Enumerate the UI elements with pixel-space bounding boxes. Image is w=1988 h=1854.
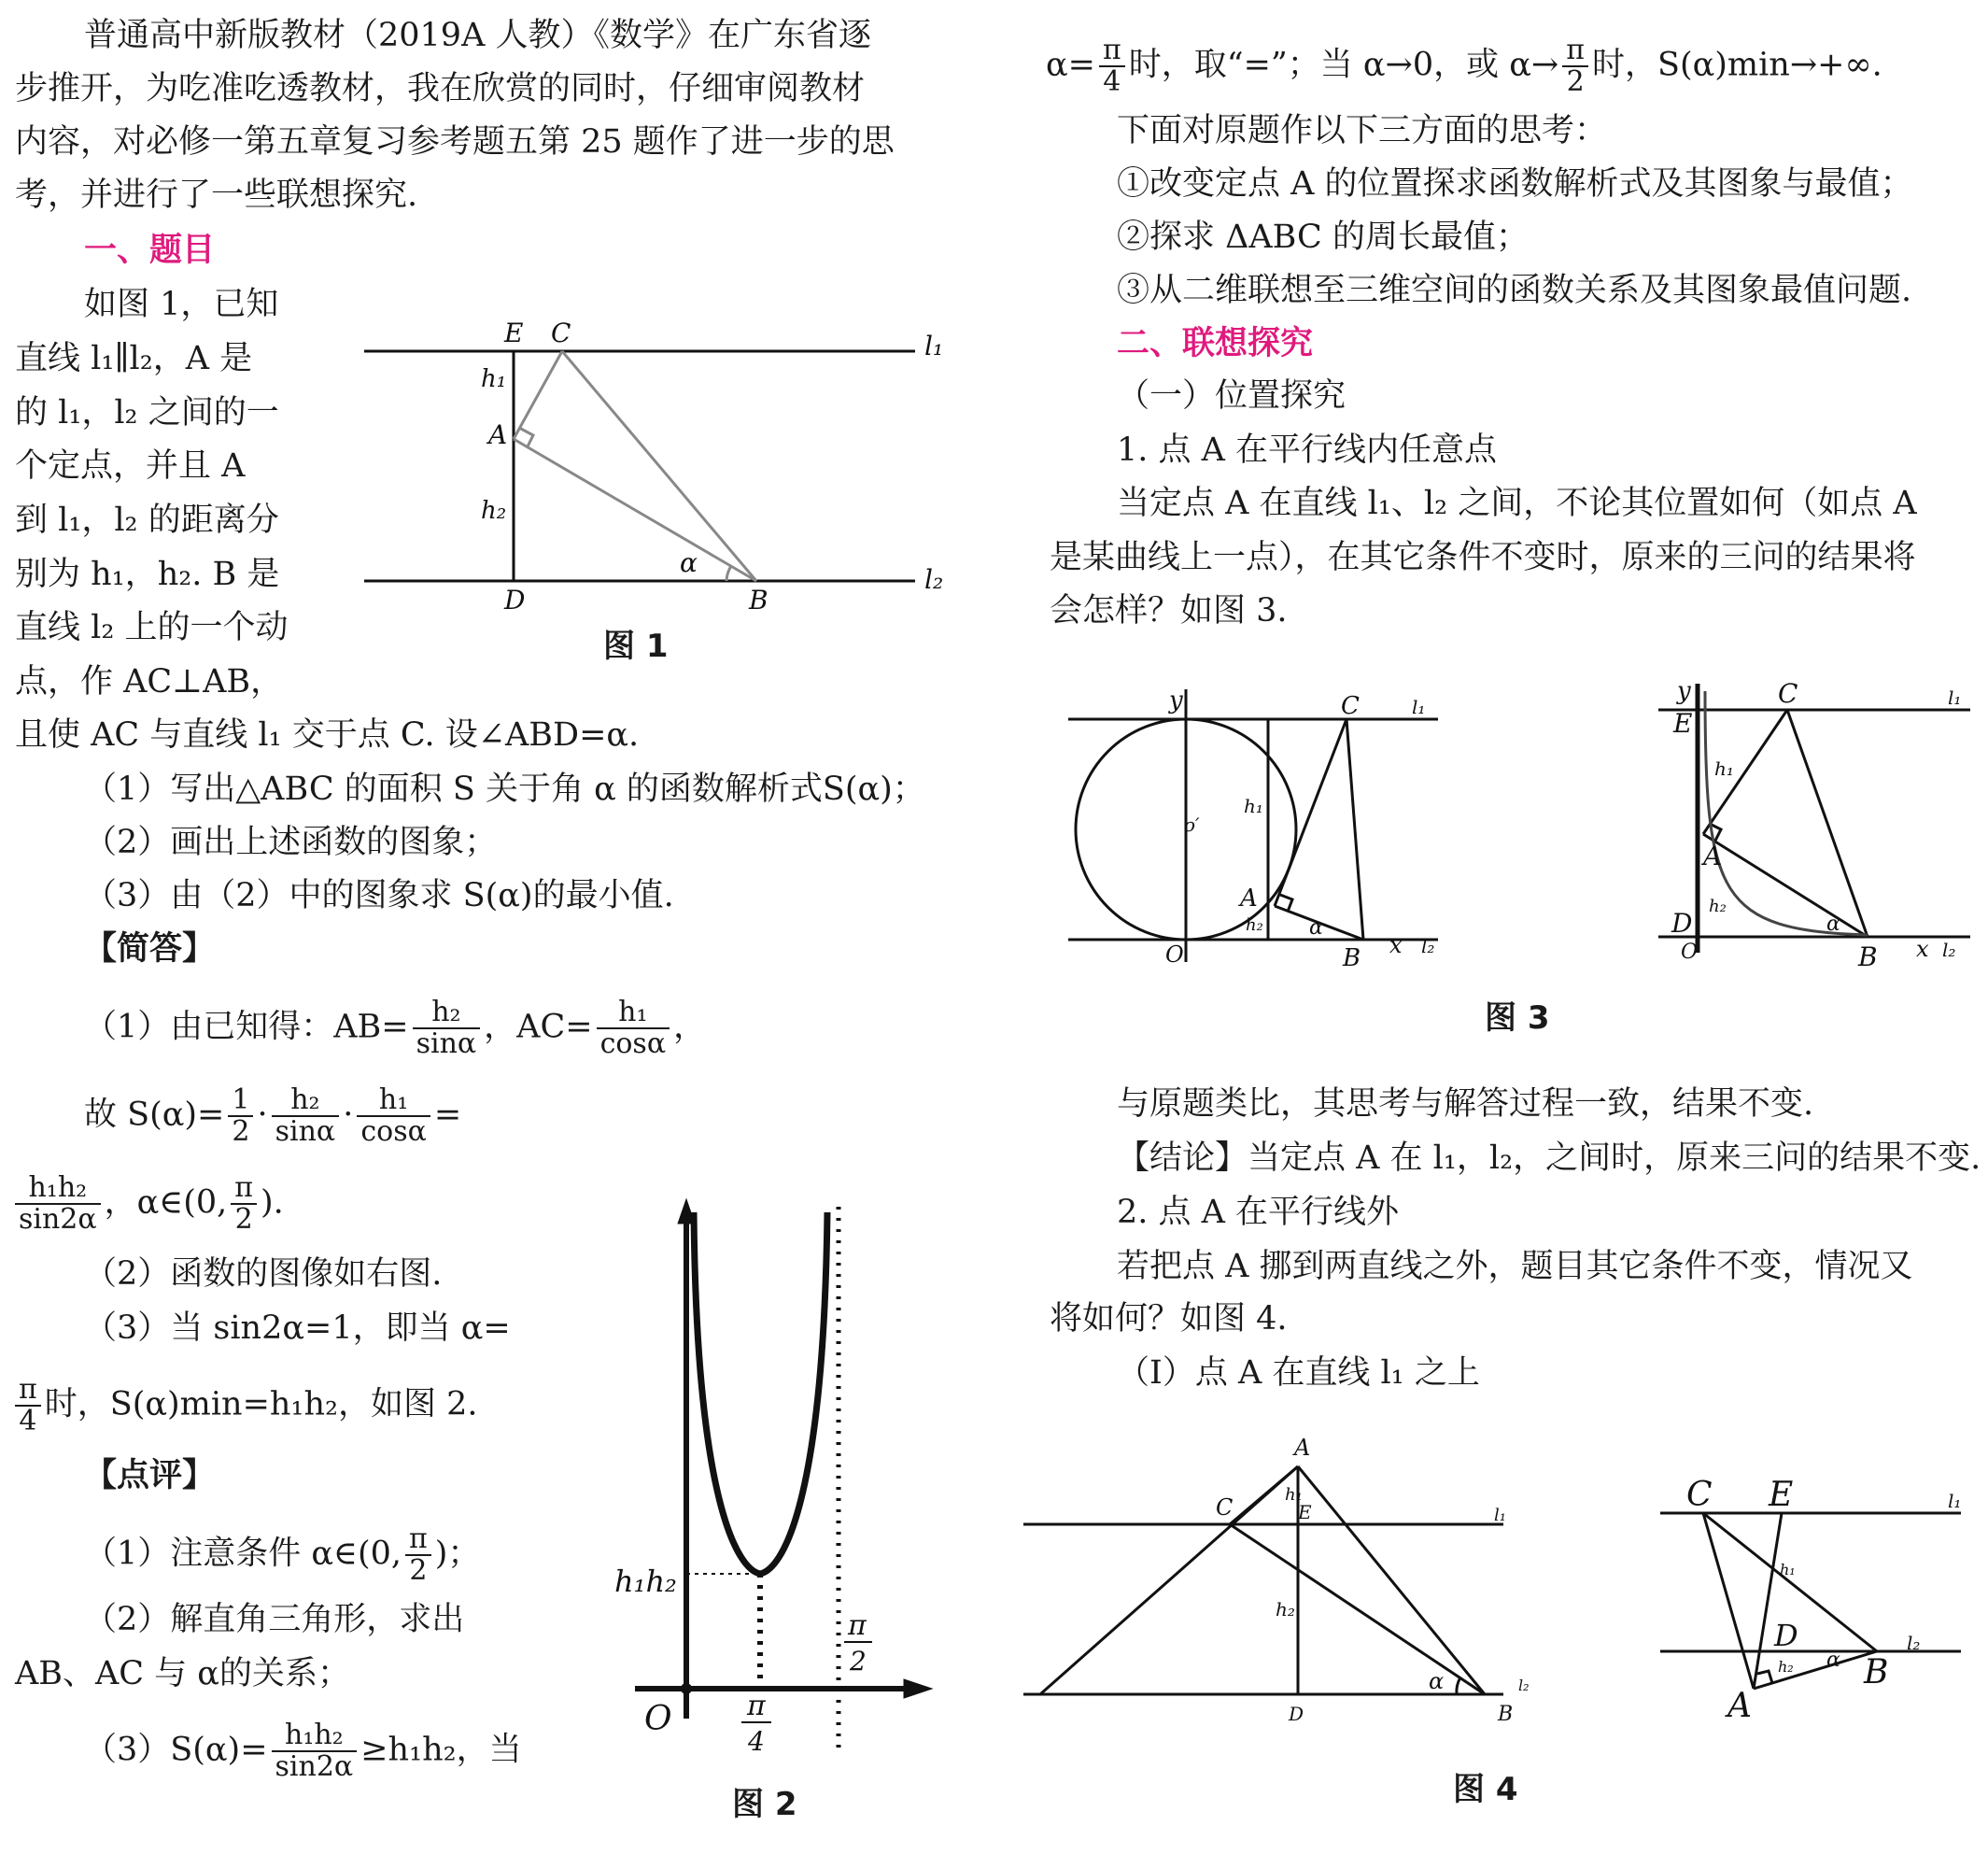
- line-label-l2: l₂: [1518, 1677, 1530, 1694]
- question: （1）写出△ABC 的面积 S 关于角 α 的函数解析式S(α)；: [84, 771, 925, 808]
- answer-heading: 【简答】: [84, 929, 216, 968]
- length-label-h1: h₁: [1780, 1561, 1796, 1578]
- point-label-E: E: [1769, 1476, 1794, 1514]
- angle-label-alpha: α: [680, 547, 698, 578]
- length-label-h2: h₂: [1709, 897, 1727, 916]
- angle-label-alpha: α: [1826, 1649, 1840, 1672]
- figure-1: [355, 318, 971, 672]
- answer-s-formula: 故 S(α)= $\frac{1}{2}$ · $\frac{\text{h₂}}{\sin\alpha}$ · $\frac{\text{h₁}}{\cos\alpha}$ =: [84, 1083, 462, 1148]
- center-label: o′: [1184, 814, 1200, 836]
- length-label-h1: h₁: [1285, 1485, 1303, 1505]
- point-label-B: B: [1343, 944, 1361, 972]
- text-line: 【结论】当定点 A 在 l₁，l₂，之间时，原来三问的结果不变.: [1117, 1139, 1981, 1177]
- problem-line: 如图 1，已知: [84, 286, 279, 323]
- point-label-B: B: [1864, 1653, 1889, 1691]
- line-label-l1: l₁: [1948, 1490, 1962, 1512]
- length-label-h1: h₁: [481, 365, 507, 393]
- length-label-h2: h₂: [1246, 915, 1263, 935]
- figure-3-caption: 图 3: [1485, 999, 1550, 1037]
- figure-2: [607, 1196, 962, 1775]
- comment-heading: 【点评】: [84, 1456, 216, 1494]
- min-value-label: h₁h₂: [614, 1564, 677, 1599]
- length-label-h1: h₁: [1244, 795, 1263, 817]
- line-label-l2: l₂: [1421, 935, 1435, 957]
- angle-label-alpha: α: [1309, 916, 1323, 940]
- figure-4-right: [1653, 1476, 1980, 1725]
- intro-line: 考，并进行了一些联想探究.: [15, 177, 418, 214]
- axis-label-y: y: [1169, 686, 1183, 715]
- line-label-l1: l₁: [924, 331, 944, 361]
- tick-pi-over-4-num: π: [747, 1690, 766, 1722]
- intro-line: 内容，对必修一第五章复习参考题五第 25 题作了进一步的思: [15, 123, 895, 161]
- angle-label-alpha: α: [1826, 913, 1840, 936]
- problem-line: 个定点，并且 A: [15, 447, 246, 485]
- point-label-A: A: [488, 419, 508, 450]
- comment-1: （1）注意条件 α∈(0, $\frac{\pi}{2}$ )；: [84, 1522, 481, 1587]
- point-label-E: E: [504, 318, 524, 348]
- text-line: 是某曲线上一点），在其它条件不变时，原来的三问的结果将: [1050, 539, 1916, 576]
- line-label-l2: l₂: [1942, 939, 1956, 961]
- point-label-E: E: [1298, 1501, 1312, 1523]
- figure-1-caption: 图 1: [603, 628, 669, 665]
- point-label-A: A: [1727, 1687, 1752, 1725]
- figure-3-left: [1064, 682, 1457, 981]
- comment-2: （2）解直角三角形，求出: [84, 1601, 465, 1638]
- right-line-0: α= $\frac{\pi}{4}$ 时，取“=”；当 α→0，或 α→ $\frac{\pi}{2}$ 时，S(α)min→+∞.: [1046, 34, 1882, 98]
- axis-label-x: x: [1389, 932, 1403, 958]
- intro-line: 普通高中新版教材（2019A 人教）《数学》在广东省逐: [84, 17, 871, 54]
- text-line: 2. 点 A 在平行线外: [1117, 1194, 1400, 1231]
- length-label-h2: h₂: [1778, 1658, 1794, 1676]
- text-line: 会怎样？如图 3.: [1050, 592, 1288, 630]
- point-label-C: C: [1341, 692, 1360, 720]
- problem-line: 的 l₁，l₂ 之间的一: [15, 394, 279, 432]
- point-label-B: B: [1858, 941, 1878, 972]
- comment-3: （3）S(α)= $\frac{\text{h₁h₂}}{\sin 2\alpha}$ ≥h₁h₂，当: [84, 1719, 522, 1783]
- figure-4-caption: 图 4: [1453, 1771, 1518, 1808]
- text-line: ③从二维联想至三维空间的函数关系及其图象最值问题.: [1117, 272, 1912, 309]
- point-label-D: D: [504, 585, 526, 616]
- answer-1: （1）由已知得：AB= $\frac{\text{h₂}}{\sin\alpha}$ ，AC= $\frac{\text{h₁}}{\cos\alpha}$ ，: [84, 996, 707, 1060]
- point-label-A: A: [1294, 1435, 1311, 1461]
- point-label-C: C: [1686, 1476, 1713, 1514]
- line-label-l2: l₂: [924, 564, 944, 595]
- problem-line: 别为 h₁，h₂. B 是: [15, 556, 280, 593]
- figure-4-left: [1018, 1429, 1541, 1737]
- length-label-h2: h₂: [481, 497, 507, 525]
- point-label-A: A: [1240, 885, 1258, 913]
- text-line: 1. 点 A 在平行线内任意点: [1117, 432, 1498, 469]
- text-line: 将如何？如图 4.: [1050, 1300, 1288, 1337]
- answer-2: （2）函数的图像如右图.: [84, 1255, 443, 1293]
- text-line: ②探求 ΔABC 的周长最值；: [1117, 219, 1529, 256]
- text-line: （Ⅰ）点 A 在直线 l₁ 之上: [1117, 1354, 1480, 1392]
- figure-2-caption: 图 2: [732, 1786, 797, 1823]
- angle-label-alpha: α: [1429, 1668, 1445, 1694]
- origin-label: O: [1165, 941, 1184, 968]
- point-label-E: E: [1673, 708, 1693, 739]
- line-label-l2: l₂: [1907, 1632, 1921, 1654]
- question: （3）由（2）中的图象求 S(α)的最小值.: [84, 877, 674, 914]
- text-line: 若把点 A 挪到两直线之外，题目其它条件不变，情况又: [1117, 1248, 1913, 1285]
- tick-pi-over-2-num: π: [848, 1609, 867, 1642]
- origin-label: O: [644, 1700, 672, 1738]
- answer-3-cont: $\frac{\pi}{4}$ 时，S(α)min=h₁h₂，如图 2.: [15, 1375, 478, 1436]
- length-label-h1: h₁: [1714, 757, 1734, 780]
- point-label-A: A: [1703, 841, 1723, 871]
- text-line: 当定点 A 在直线 l₁、l₂ 之间，不论其位置如何（如点 A: [1117, 485, 1917, 522]
- point-label-D: D: [1289, 1703, 1304, 1725]
- point-label-C: C: [1778, 678, 1798, 709]
- figure-3-right: [1643, 672, 1980, 981]
- text-line: ①改变定点 A 的位置探求函数解析式及其图象与最值；: [1117, 165, 1913, 203]
- line-label-l1: l₁: [1494, 1506, 1506, 1525]
- tick-pi-over-2-den: 2: [850, 1646, 867, 1677]
- point-label-C: C: [1216, 1494, 1234, 1521]
- text-line: （一）位置探究: [1117, 377, 1346, 415]
- intro-line: 步推开，为吃准吃透教材，我在欣赏的同时，仔细审阅教材: [15, 70, 866, 107]
- problem-line: 到 l₁，l₂ 的距离分: [15, 502, 279, 539]
- problem-line: 点，作 AC⊥AB，: [15, 663, 284, 701]
- text-line: 与原题类比，其思考与解答过程一致，结果不变.: [1117, 1085, 1814, 1123]
- length-label-h2: h₂: [1276, 1598, 1295, 1620]
- section-heading: 一、题目: [84, 232, 216, 269]
- point-label-C: C: [551, 318, 571, 348]
- origin-label: O: [1681, 941, 1699, 964]
- text-line: 下面对原题作以下三方面的思考：: [1117, 112, 1608, 149]
- problem-line: 直线 l₂ 上的一个动: [15, 609, 289, 646]
- question: （2）画出上述函数的图象；: [84, 824, 498, 861]
- line-label-l1: l₁: [1412, 696, 1426, 718]
- problem-line: 且使 AC 与直线 l₁ 交于点 C. 设∠ABD=α.: [15, 716, 640, 754]
- comment-2-cont: AB、AC 与 α的关系；: [15, 1655, 350, 1692]
- problem-line: 直线 l₁∥l₂，A 是: [15, 340, 253, 377]
- tick-pi-over-4-den: 4: [748, 1726, 765, 1757]
- point-label-B: B: [1498, 1703, 1514, 1726]
- axis-label-x: x: [1916, 936, 1929, 962]
- point-label-D: D: [1774, 1618, 1798, 1653]
- axis-label-y: y: [1677, 677, 1691, 705]
- answer-3: （3）当 sin2α=1，即当 α=: [84, 1309, 511, 1347]
- point-label-D: D: [1671, 908, 1693, 939]
- point-label-B: B: [749, 585, 768, 616]
- line-label-l1: l₁: [1948, 686, 1962, 709]
- section-heading: 二、联想探究: [1117, 325, 1314, 362]
- answer-s-result: $\frac{\text{h₁h₂}}{\sin 2\alpha}$ ，α∈(0, $\frac{\pi}{2}$ ).: [15, 1173, 284, 1235]
